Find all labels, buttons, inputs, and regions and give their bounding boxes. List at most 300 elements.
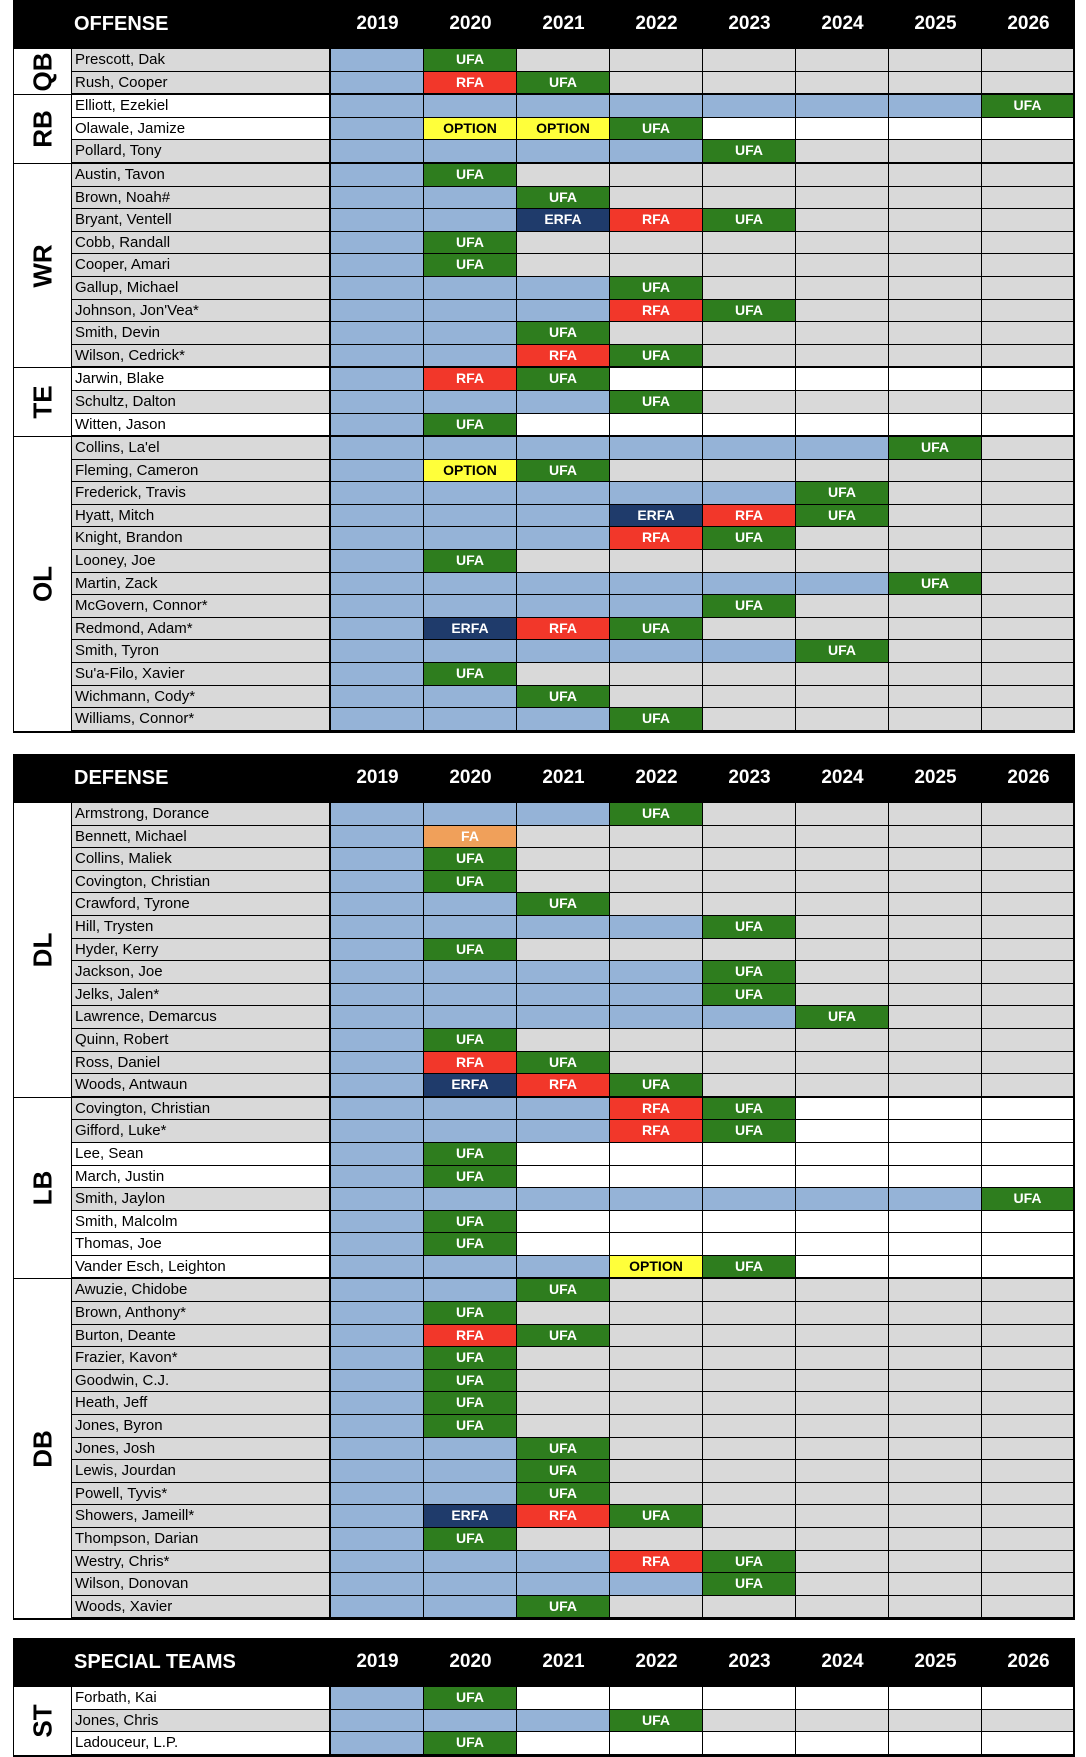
status-cell: RFA bbox=[424, 1325, 517, 1347]
year-cell bbox=[703, 1528, 796, 1550]
year-cell bbox=[889, 1211, 982, 1233]
year-cell bbox=[982, 277, 1075, 299]
year-cell bbox=[517, 1732, 610, 1754]
year-cell bbox=[889, 414, 982, 436]
player-name: Forbath, Kai bbox=[72, 1687, 331, 1709]
status-cell: RFA bbox=[517, 345, 610, 367]
status-cell: UFA bbox=[703, 1120, 796, 1142]
player-row bbox=[72, 848, 1075, 871]
player-name: Covington, Christian bbox=[72, 1098, 331, 1120]
year-cell bbox=[982, 618, 1075, 640]
player-row bbox=[72, 437, 1075, 460]
status-cell: UFA bbox=[889, 437, 982, 459]
player-row bbox=[72, 254, 1075, 277]
year-cell bbox=[889, 618, 982, 640]
year-cell bbox=[796, 663, 889, 685]
year-cell bbox=[796, 871, 889, 893]
year-cell bbox=[331, 961, 424, 983]
year-cell bbox=[703, 277, 796, 299]
status-cell: UFA bbox=[517, 686, 610, 708]
year-cell bbox=[889, 1505, 982, 1527]
year-cell bbox=[331, 939, 424, 961]
year-cell bbox=[331, 848, 424, 870]
year-cell bbox=[889, 1098, 982, 1120]
position-group bbox=[13, 1686, 1075, 1755]
year-cell bbox=[517, 1528, 610, 1550]
year-cell bbox=[517, 1710, 610, 1732]
year-cell bbox=[517, 1211, 610, 1233]
year-cell bbox=[331, 232, 424, 254]
year-cell bbox=[889, 368, 982, 390]
year-cell bbox=[703, 49, 796, 71]
year-cell bbox=[331, 414, 424, 436]
year-cell bbox=[424, 916, 517, 938]
status-cell: ERFA bbox=[517, 209, 610, 231]
status-cell: UFA bbox=[703, 984, 796, 1006]
section-header bbox=[13, 0, 1075, 48]
position-text: QB bbox=[27, 52, 57, 92]
player-name: Lee, Sean bbox=[72, 1143, 331, 1165]
player-name: Burton, Deante bbox=[72, 1325, 331, 1347]
player-name: Thompson, Darian bbox=[72, 1528, 331, 1550]
year-cell bbox=[517, 550, 610, 572]
year-header: 2024 bbox=[821, 13, 864, 34]
year-cell bbox=[703, 1687, 796, 1709]
year-cell bbox=[796, 1098, 889, 1120]
year-cell bbox=[796, 140, 889, 162]
year-cell bbox=[703, 437, 796, 459]
year-cell bbox=[517, 871, 610, 893]
status-cell: UFA bbox=[703, 961, 796, 983]
year-cell bbox=[424, 1279, 517, 1301]
year-cell bbox=[424, 300, 517, 322]
year-cell bbox=[796, 49, 889, 71]
status-cell: UFA bbox=[424, 1166, 517, 1188]
player-row bbox=[72, 803, 1075, 826]
year-cell bbox=[610, 72, 703, 94]
year-cell bbox=[796, 1029, 889, 1051]
player-row bbox=[72, 1483, 1075, 1506]
year-cell bbox=[889, 527, 982, 549]
player-name: Redmond, Adam* bbox=[72, 618, 331, 640]
status-cell: UFA bbox=[517, 1438, 610, 1460]
year-cell bbox=[796, 1732, 889, 1754]
player-row bbox=[72, 1438, 1075, 1461]
year-cell bbox=[889, 1438, 982, 1460]
year-cell bbox=[796, 391, 889, 413]
year-cell bbox=[889, 1732, 982, 1754]
status-cell: UFA bbox=[796, 482, 889, 504]
year-cell bbox=[703, 322, 796, 344]
year-cell bbox=[703, 482, 796, 504]
year-cell bbox=[424, 595, 517, 617]
status-cell: UFA bbox=[424, 1347, 517, 1369]
player-row bbox=[72, 460, 1075, 483]
year-cell bbox=[796, 1505, 889, 1527]
year-cell bbox=[610, 848, 703, 870]
year-cell bbox=[889, 871, 982, 893]
year-cell bbox=[982, 527, 1075, 549]
year-cell bbox=[331, 460, 424, 482]
year-cell bbox=[796, 277, 889, 299]
status-cell: UFA bbox=[610, 618, 703, 640]
year-cell bbox=[796, 527, 889, 549]
year-cell bbox=[331, 1211, 424, 1233]
year-cell bbox=[610, 1483, 703, 1505]
year-cell bbox=[610, 1687, 703, 1709]
player-row bbox=[72, 893, 1075, 916]
year-cell bbox=[889, 345, 982, 367]
year-cell bbox=[982, 984, 1075, 1006]
year-cell bbox=[889, 505, 982, 527]
year-cell bbox=[703, 1347, 796, 1369]
year-cell bbox=[796, 232, 889, 254]
year-cell bbox=[331, 640, 424, 662]
status-cell: UFA bbox=[424, 414, 517, 436]
year-cell bbox=[331, 391, 424, 413]
position-text: OL bbox=[27, 565, 57, 603]
player-row bbox=[72, 663, 1075, 686]
year-cell bbox=[610, 1052, 703, 1074]
status-cell: UFA bbox=[703, 1551, 796, 1573]
status-cell: UFA bbox=[796, 640, 889, 662]
year-cell bbox=[982, 505, 1075, 527]
year-cell bbox=[331, 1325, 424, 1347]
year-cell bbox=[610, 1325, 703, 1347]
year-header: 2023 bbox=[728, 1651, 771, 1672]
year-cell bbox=[889, 1052, 982, 1074]
position-text: WR bbox=[27, 243, 57, 288]
year-header: 2025 bbox=[914, 1651, 957, 1672]
year-cell bbox=[796, 595, 889, 617]
year-cell bbox=[889, 1460, 982, 1482]
year-cell bbox=[982, 961, 1075, 983]
player-row bbox=[72, 1074, 1075, 1097]
year-cell bbox=[796, 618, 889, 640]
status-cell: UFA bbox=[424, 232, 517, 254]
year-cell bbox=[703, 1211, 796, 1233]
player-name: Crawford, Tyrone bbox=[72, 893, 331, 915]
year-cell bbox=[610, 1279, 703, 1301]
player-row bbox=[72, 1460, 1075, 1483]
year-cell bbox=[982, 1211, 1075, 1233]
year-header: 2024 bbox=[821, 1651, 864, 1672]
year-cell bbox=[517, 1006, 610, 1028]
year-header: 2025 bbox=[914, 13, 957, 34]
player-name: Witten, Jason bbox=[72, 414, 331, 436]
year-cell bbox=[331, 595, 424, 617]
year-cell bbox=[610, 1392, 703, 1414]
player-name: Brown, Anthony* bbox=[72, 1302, 331, 1324]
year-cell bbox=[517, 277, 610, 299]
year-cell bbox=[331, 1392, 424, 1414]
year-cell bbox=[424, 140, 517, 162]
year-cell bbox=[610, 322, 703, 344]
year-cell bbox=[703, 803, 796, 825]
status-cell: UFA bbox=[610, 708, 703, 730]
year-cell bbox=[331, 686, 424, 708]
year-cell bbox=[796, 1166, 889, 1188]
year-cell bbox=[517, 1188, 610, 1210]
year-cell bbox=[424, 893, 517, 915]
year-cell bbox=[982, 72, 1075, 94]
status-cell: UFA bbox=[517, 72, 610, 94]
year-cell bbox=[424, 187, 517, 209]
year-cell bbox=[610, 368, 703, 390]
year-cell bbox=[703, 460, 796, 482]
year-cell bbox=[703, 1006, 796, 1028]
status-cell: UFA bbox=[703, 527, 796, 549]
year-cell bbox=[703, 95, 796, 117]
year-cell bbox=[331, 322, 424, 344]
year-cell bbox=[703, 640, 796, 662]
year-cell bbox=[331, 187, 424, 209]
player-row bbox=[72, 1325, 1075, 1348]
year-cell bbox=[982, 1370, 1075, 1392]
position-group bbox=[13, 163, 1075, 367]
player-row bbox=[72, 1098, 1075, 1121]
year-cell bbox=[703, 1279, 796, 1301]
position-text: LB bbox=[27, 1170, 57, 1206]
year-cell bbox=[796, 1052, 889, 1074]
status-cell: RFA bbox=[517, 618, 610, 640]
year-cell bbox=[703, 573, 796, 595]
year-cell bbox=[610, 1596, 703, 1618]
year-cell bbox=[703, 1596, 796, 1618]
year-cell bbox=[889, 322, 982, 344]
year-cell bbox=[331, 1279, 424, 1301]
year-cell bbox=[889, 1392, 982, 1414]
year-cell bbox=[889, 708, 982, 730]
year-cell bbox=[982, 1074, 1075, 1096]
year-cell bbox=[796, 1279, 889, 1301]
player-name: Gallup, Michael bbox=[72, 277, 331, 299]
year-cell bbox=[796, 368, 889, 390]
year-header: 2022 bbox=[635, 1651, 678, 1672]
year-cell bbox=[517, 1120, 610, 1142]
year-cell bbox=[517, 1256, 610, 1278]
year-cell bbox=[424, 1256, 517, 1278]
year-cell bbox=[331, 916, 424, 938]
year-cell bbox=[517, 1233, 610, 1255]
player-row bbox=[72, 708, 1075, 731]
player-row bbox=[72, 164, 1075, 187]
year-cell bbox=[889, 595, 982, 617]
year-cell bbox=[796, 437, 889, 459]
player-row bbox=[72, 618, 1075, 641]
player-name: Jarwin, Blake bbox=[72, 368, 331, 390]
status-cell: UFA bbox=[703, 209, 796, 231]
year-cell bbox=[610, 49, 703, 71]
year-cell bbox=[331, 1188, 424, 1210]
year-cell bbox=[703, 618, 796, 640]
player-row bbox=[72, 527, 1075, 550]
year-cell bbox=[331, 984, 424, 1006]
player-row bbox=[72, 368, 1075, 391]
position-label bbox=[13, 164, 72, 367]
year-cell bbox=[424, 1120, 517, 1142]
year-cell bbox=[703, 232, 796, 254]
player-name: Cobb, Randall bbox=[72, 232, 331, 254]
status-cell: UFA bbox=[424, 1029, 517, 1051]
year-cell bbox=[610, 164, 703, 186]
year-cell bbox=[424, 1460, 517, 1482]
year-cell bbox=[610, 1415, 703, 1437]
year-cell bbox=[703, 1029, 796, 1051]
year-cell bbox=[796, 187, 889, 209]
year-cell bbox=[796, 1483, 889, 1505]
year-cell bbox=[982, 1302, 1075, 1324]
year-cell bbox=[331, 1347, 424, 1369]
year-cell bbox=[889, 300, 982, 322]
year-cell bbox=[331, 482, 424, 504]
year-cell bbox=[889, 1415, 982, 1437]
year-cell bbox=[517, 939, 610, 961]
status-cell: UFA bbox=[424, 939, 517, 961]
section-special-teams bbox=[13, 1638, 1075, 1757]
year-cell bbox=[982, 1505, 1075, 1527]
player-name: Woods, Antwaun bbox=[72, 1074, 331, 1096]
player-row bbox=[72, 1573, 1075, 1596]
player-row bbox=[72, 1256, 1075, 1279]
status-cell: UFA bbox=[424, 1687, 517, 1709]
year-cell bbox=[517, 708, 610, 730]
year-cell bbox=[517, 164, 610, 186]
year-cell bbox=[424, 1438, 517, 1460]
year-cell bbox=[424, 803, 517, 825]
year-header: 2023 bbox=[728, 767, 771, 788]
player-name: Jones, Chris bbox=[72, 1710, 331, 1732]
year-cell bbox=[703, 1302, 796, 1324]
year-cell bbox=[889, 1166, 982, 1188]
year-cell bbox=[424, 1098, 517, 1120]
status-cell: UFA bbox=[517, 1483, 610, 1505]
year-cell bbox=[889, 961, 982, 983]
status-cell: OPTION bbox=[424, 460, 517, 482]
status-cell: UFA bbox=[424, 848, 517, 870]
year-cell bbox=[703, 391, 796, 413]
player-row bbox=[72, 826, 1075, 849]
year-header: 2024 bbox=[821, 767, 864, 788]
year-cell bbox=[703, 1143, 796, 1165]
year-cell bbox=[796, 1120, 889, 1142]
year-header: 2022 bbox=[635, 13, 678, 34]
player-row bbox=[72, 72, 1075, 95]
year-cell bbox=[889, 848, 982, 870]
status-cell: RFA bbox=[517, 1505, 610, 1527]
position-group bbox=[13, 1278, 1075, 1618]
year-cell bbox=[982, 49, 1075, 71]
year-cell bbox=[703, 1483, 796, 1505]
year-cell bbox=[982, 1573, 1075, 1595]
year-cell bbox=[703, 893, 796, 915]
year-cell bbox=[889, 1006, 982, 1028]
status-cell: UFA bbox=[703, 1573, 796, 1595]
position-group bbox=[13, 802, 1075, 1097]
status-cell: UFA bbox=[610, 803, 703, 825]
player-name: Wilson, Donovan bbox=[72, 1573, 331, 1595]
status-cell: UFA bbox=[424, 1392, 517, 1414]
year-cell bbox=[331, 708, 424, 730]
year-cell bbox=[610, 916, 703, 938]
year-cell bbox=[703, 1325, 796, 1347]
year-cell bbox=[517, 482, 610, 504]
player-name: Schultz, Dalton bbox=[72, 391, 331, 413]
year-cell bbox=[982, 1415, 1075, 1437]
status-cell: UFA bbox=[703, 1256, 796, 1278]
player-row bbox=[72, 871, 1075, 894]
player-name: Martin, Zack bbox=[72, 573, 331, 595]
year-cell bbox=[610, 1460, 703, 1482]
year-cell bbox=[703, 1188, 796, 1210]
year-cell bbox=[703, 118, 796, 140]
year-cell bbox=[424, 708, 517, 730]
year-cell bbox=[517, 984, 610, 1006]
status-cell: UFA bbox=[517, 322, 610, 344]
year-cell bbox=[331, 118, 424, 140]
year-cell bbox=[517, 95, 610, 117]
year-cell bbox=[889, 140, 982, 162]
year-cell bbox=[889, 254, 982, 276]
year-cell bbox=[610, 437, 703, 459]
year-cell bbox=[517, 140, 610, 162]
year-cell bbox=[889, 1551, 982, 1573]
player-name: Woods, Xavier bbox=[72, 1596, 331, 1618]
status-cell: UFA bbox=[610, 391, 703, 413]
status-cell: UFA bbox=[610, 1505, 703, 1527]
year-cell bbox=[982, 1325, 1075, 1347]
player-name: Cooper, Amari bbox=[72, 254, 331, 276]
year-cell bbox=[331, 1052, 424, 1074]
year-cell bbox=[796, 984, 889, 1006]
year-cell bbox=[610, 1188, 703, 1210]
year-cell bbox=[982, 708, 1075, 730]
year-cell bbox=[982, 414, 1075, 436]
position-group bbox=[13, 436, 1075, 731]
year-header: 2020 bbox=[449, 1651, 492, 1672]
year-cell bbox=[982, 1687, 1075, 1709]
year-cell bbox=[889, 550, 982, 572]
status-cell: UFA bbox=[424, 1143, 517, 1165]
year-cell bbox=[517, 527, 610, 549]
year-cell bbox=[331, 1438, 424, 1460]
year-cell bbox=[889, 72, 982, 94]
year-cell bbox=[982, 1551, 1075, 1573]
year-cell bbox=[331, 1528, 424, 1550]
player-name: Hyder, Kerry bbox=[72, 939, 331, 961]
year-cell bbox=[703, 550, 796, 572]
year-cell bbox=[982, 848, 1075, 870]
year-cell bbox=[331, 277, 424, 299]
player-row bbox=[72, 391, 1075, 414]
year-cell bbox=[982, 1143, 1075, 1165]
year-cell bbox=[982, 686, 1075, 708]
year-cell bbox=[982, 1438, 1075, 1460]
year-cell bbox=[796, 1370, 889, 1392]
year-cell bbox=[517, 254, 610, 276]
year-cell bbox=[610, 1233, 703, 1255]
player-name: Ross, Daniel bbox=[72, 1052, 331, 1074]
year-cell bbox=[982, 1256, 1075, 1278]
status-cell: UFA bbox=[610, 277, 703, 299]
status-cell: UFA bbox=[424, 663, 517, 685]
year-cell bbox=[331, 1596, 424, 1618]
year-cell bbox=[889, 1233, 982, 1255]
year-cell bbox=[982, 1347, 1075, 1369]
player-row bbox=[72, 345, 1075, 368]
year-cell bbox=[982, 300, 1075, 322]
player-row bbox=[72, 300, 1075, 323]
